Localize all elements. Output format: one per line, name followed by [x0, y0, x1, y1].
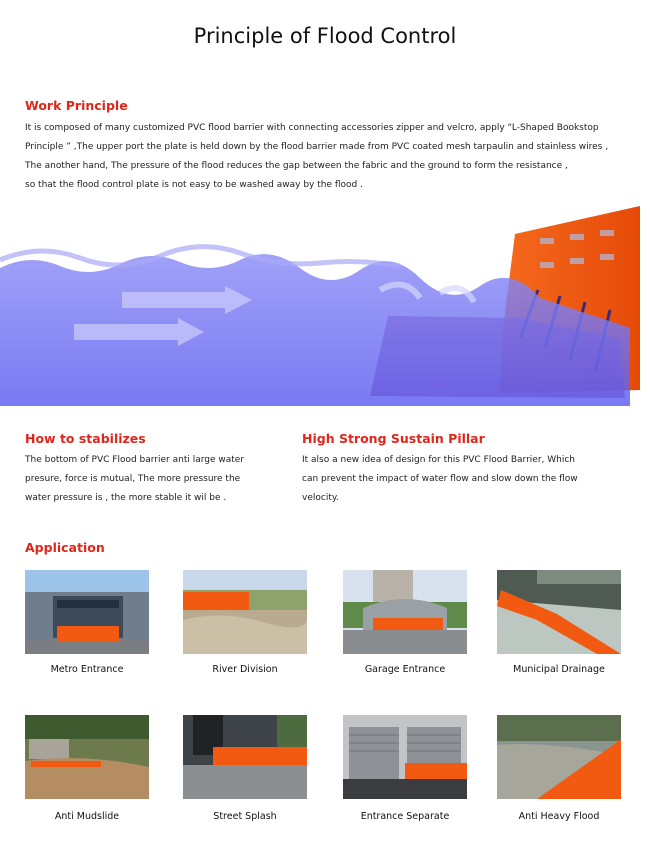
flood-barrier-illustration: [0, 198, 650, 406]
river-division-photo: [183, 570, 307, 654]
river-division-caption: River Division: [212, 664, 278, 675]
stabilize-line: The bottom of PVC Flood barrier anti large water: [25, 455, 245, 465]
work-principle-line: Principle ” ,The upper port the plate is held down by the flood barrier made from PVC coated mesh tarpaulin and stainless wires ,: [25, 142, 609, 152]
stabilize-text: [25, 451, 285, 508]
stabilize-heading: How to stabilizes: [25, 431, 146, 446]
garage-entrance-photo: [343, 570, 467, 654]
work-principle-text: [25, 119, 645, 195]
pillar-line: It also a new idea of design for this PVC Flood Barrier, Which: [302, 455, 575, 465]
work-principle-line: so that the flood control plate is not easy to be washed away by the flood .: [25, 180, 363, 190]
pillar-line: can prevent the impact of water flow and slow down the flow: [302, 474, 578, 484]
entrance-separate-photo: [343, 715, 467, 799]
municipal-drainage-caption: Municipal Drainage: [513, 664, 605, 675]
entrance-separate-caption: Entrance Separate: [360, 811, 450, 822]
stabilize-line: presure, force is mutual, The more pressure the: [25, 474, 241, 484]
metro-entrance-photo: [25, 570, 149, 654]
flood-illustration-svg: [0, 198, 650, 406]
street-splash-caption: Street Splash: [213, 811, 277, 822]
work-principle-heading: Work Principle: [25, 98, 128, 113]
stabilize-line: water pressure is , the more stable it wil be .: [25, 493, 227, 503]
work-principle-line: It is composed of many customized PVC flood barrier with connecting accessories zipper and velcro, apply “L-Shaped Bookstop: [25, 123, 599, 133]
work-principle-line: The another hand, The pressure of the flood reduces the gap between the fabric and the ground to form the resistance ,: [25, 161, 568, 171]
anti-heavy-flood-photo: [497, 715, 621, 799]
garage-entrance-caption: Garage Entrance: [364, 664, 446, 675]
street-splash-photo: [183, 715, 307, 799]
pillar-line: velocity.: [302, 493, 339, 503]
anti-mudslide-photo: [25, 715, 149, 799]
application-heading: Application: [25, 540, 105, 555]
anti-mudslide-caption: Anti Mudslide: [54, 811, 120, 822]
pillar-heading: High Strong Sustain Pillar: [302, 431, 485, 446]
metro-entrance-caption: Metro Entrance: [50, 664, 124, 675]
pillar-text: [302, 451, 622, 508]
municipal-drainage-photo: [497, 570, 621, 654]
anti-heavy-flood-caption: Anti Heavy Flood: [518, 811, 600, 822]
page-title: Principle of Flood Control: [193, 24, 457, 48]
